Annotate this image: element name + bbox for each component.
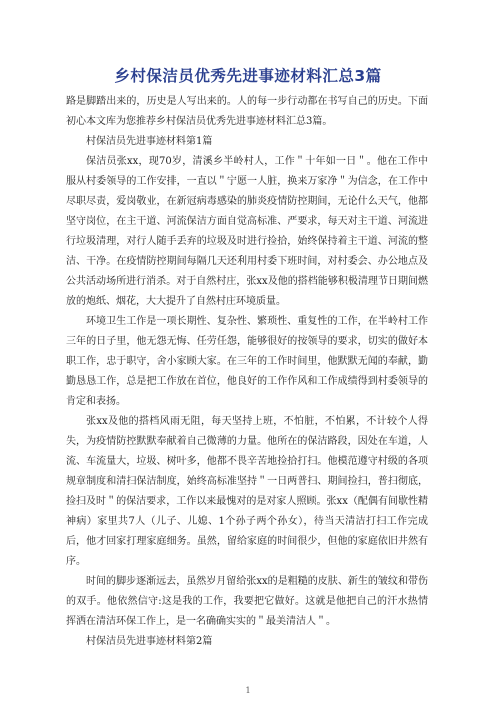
page-title: 乡村保洁员优秀先进事迹材料汇总3篇 xyxy=(114,67,382,85)
body-paragraph: 保洁员张xx，现70岁，清溪乡半岭村人，工作＂十年如一日＂。他在工作中服从村委领导的工作安排，一直以＂宁愿一人脏，换来万家净＂为信念，在工作中尽职尽责，爱岗敬业，在新冠病毒感染的肺炎疫情防控期间，无论什么天气，他都坚守岗位，在主干道、河流保洁方面自觉高标准、严要求，每天对主干道、河流进行垃圾清理，对行人随手丢弃的垃圾及时进行捡拾，始终保持着主干道、河流的整洁、干净。在疫情防控期间每隔几天还利用村委下班时间，对村委会、办公地点及公共活动场所进行消杀。对于自然村庄，张xx及他的搭档能够积极清理节日期间燃放的炮纸、烟花，大大提升了自然村庄环境质量。 xyxy=(66,156,428,307)
body-paragraph: 张xx及他的搭档风雨无阻，每天坚持上班，不怕脏，不怕累，不计较个人得失，为疫情防控默默奉献着自己微薄的力量。他所在的保洁路段，因处在车道，人流、车流量大，垃圾、树叶多，他都不畏辛苦地捡拾打扫。他模范遵守村级的各项规章制度和清扫保洁制度，始终高标准坚持＂一日两普扫、期间捡扫，普扫彻底，捡扫及时＂的保洁要求，工作以来最愧对的是对家人照顾。张xx（配偶有间歇性精神病）家里共7人（儿子、儿媳、1个孙子两个孙女），待当天清洁打扫工作完成后，他才回家打理家庭细务。虽然，留给家庭的时间很少，但他的家庭依旧井然有序。 xyxy=(66,416,428,567)
intro-paragraph: 路是脚踏出来的，历史是人写出来的。人的每一步行动都在书写自己的历史。下面初心本文库为您推荐乡村保洁员优秀先进事迹材料汇总3篇。 xyxy=(66,96,428,127)
body-paragraph: 时间的脚步逐渐远去，虽然岁月留给张xx的是粗糙的皮肤、新生的皱纹和带伤的双手。他依然信守:这是我的工作，我要把它做好。这就是他把自己的汗水热情挥洒在清洁环保工作上，是一名确确实实的＂最美清洁人＂。 xyxy=(66,576,428,627)
document-body xyxy=(66,92,428,652)
page-number: 1 xyxy=(245,686,251,695)
section-heading-2: 村保洁员先进事迹材料第2篇 xyxy=(86,636,213,647)
section-heading-1: 村保洁员先进事迹材料第1篇 xyxy=(86,136,213,147)
body-paragraph: 环境卫生工作是一项长期性、复杂性、繁琐性、重复性的工作，在半岭村工作三年的日子里，他无怨无悔、任劳任怨，能够很好的按领导的要求，切实的做好本职工作，忠于职守，舍小家顾大家。在三年的工作时间里，他默默无闻的奉献，勤勤恳恳工作，总是把工作放在首位，他良好的工作作风和工作成绩得到村委领导的肯定和表扬。 xyxy=(66,316,428,407)
